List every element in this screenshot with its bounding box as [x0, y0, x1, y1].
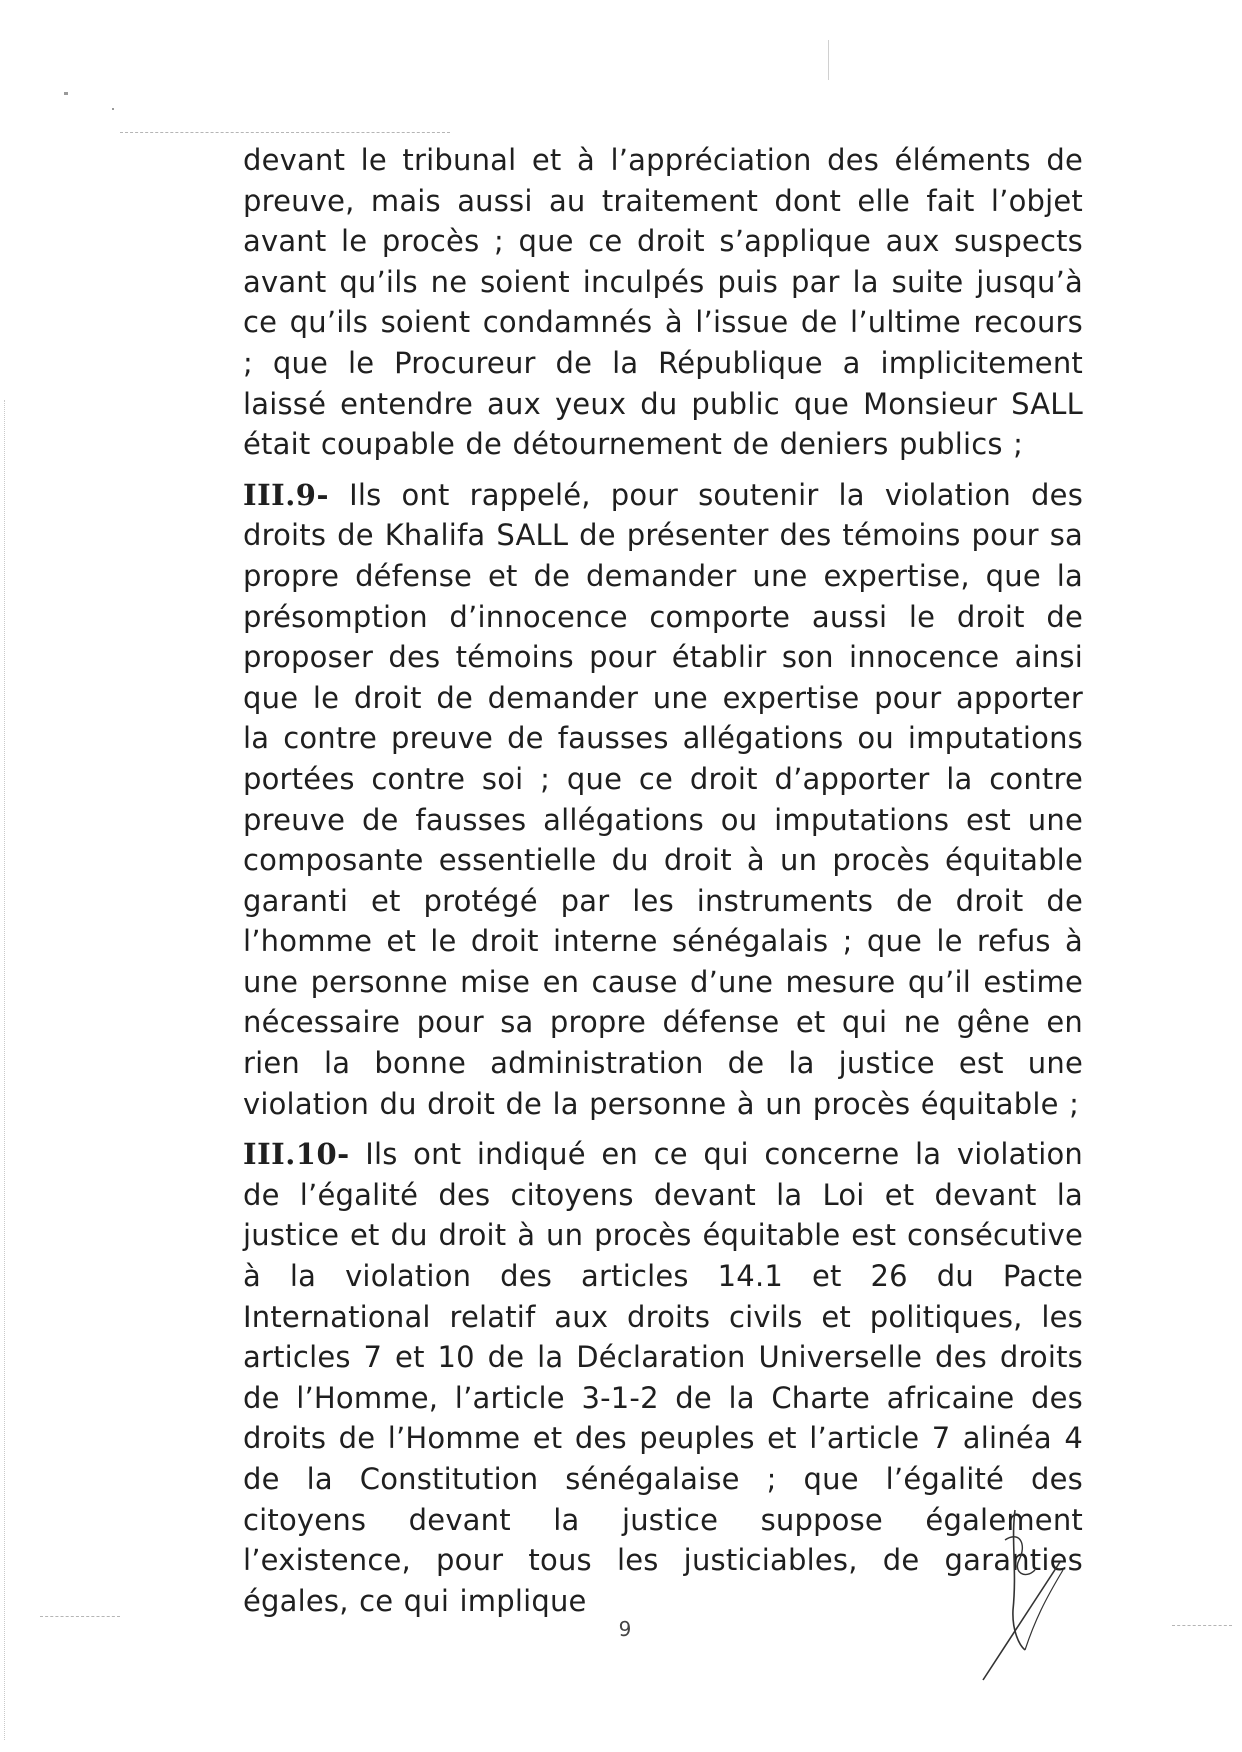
paragraph-number: III.9-	[243, 477, 330, 512]
document-body	[243, 140, 1083, 1631]
scan-dash-line	[40, 1616, 120, 1617]
scan-dash-line	[1172, 1625, 1232, 1626]
paragraph-text: devant le tribunal et à l’appréciation des éléments de preuve, mais aussi au traitement dont elle fait l’objet avant le procès ; que ce droit s’applique aux suspects avant qu’ils ne soient inculpés puis par la suite jusqu’à ce qu’ils soient condamnés à l’issue de l’ultime recours ; que le Procureur de la République a implicitement laissé entendre aux yeux du public que Monsieur SALL était coupable de détournement de deniers publics ;	[243, 143, 1083, 462]
paragraph-text: Ils ont rappelé, pour soutenir la violation des droits de Khalifa SALL de présenter des témoins pour sa propre défense et de demander une expertise, que la présomption d’innocence comporte aussi le droit de proposer des témoins pour établir son innocence ainsi que le droit de demander une expertise pour apporter la contre preuve de fausses allégations ou imputations portées contre soi ; que ce droit d’apporter la contre preuve de fausses allégations ou imputations est une composante essentielle du droit à un procès équitable garanti et protégé par les instruments de droit de l’homme et le droit interne sénégalais ; que le refus à une personne mise en cause d’une mesure qu’il estime nécessaire pour sa propre défense et qui ne gêne en rien la bonne administration de la justice est une violation du droit de la personne à un procès équitable ;	[243, 477, 1083, 1121]
scan-dash-line	[120, 132, 450, 133]
paragraph-number: III.10-	[243, 1137, 350, 1172]
scan-speck	[112, 108, 114, 110]
page-number: 9	[618, 1617, 632, 1641]
paragraph-iii-9	[243, 475, 1083, 1125]
paragraph-continuation	[243, 140, 1083, 465]
signature-mark	[965, 1500, 1105, 1690]
paragraph-iii-10	[243, 1134, 1083, 1621]
scan-speck	[828, 40, 829, 80]
scan-edge-line	[4, 400, 5, 1740]
paragraph-text: Ils ont indiqué en ce qui concerne la violation de l’égalité des citoyens devant la Loi et devant la justice et du droit à un procès équitable est consécutive à la violation des articles 14.1 et 26 du Pacte International relatif aux droits civils et politiques, les articles 7 et 10 de la Déclaration Universelle des droits de l’Homme, l’article 3-1-2 de la Charte africaine des droits de l’Homme et des peuples et l’article 7 alinéa 4 de la Constitution sénégalaise ; que l’égalité des citoyens devant la justice suppose également l’existence, pour tous les justiciables, de garanties égales, ce qui implique	[243, 1137, 1084, 1618]
scan-speck	[64, 92, 68, 95]
